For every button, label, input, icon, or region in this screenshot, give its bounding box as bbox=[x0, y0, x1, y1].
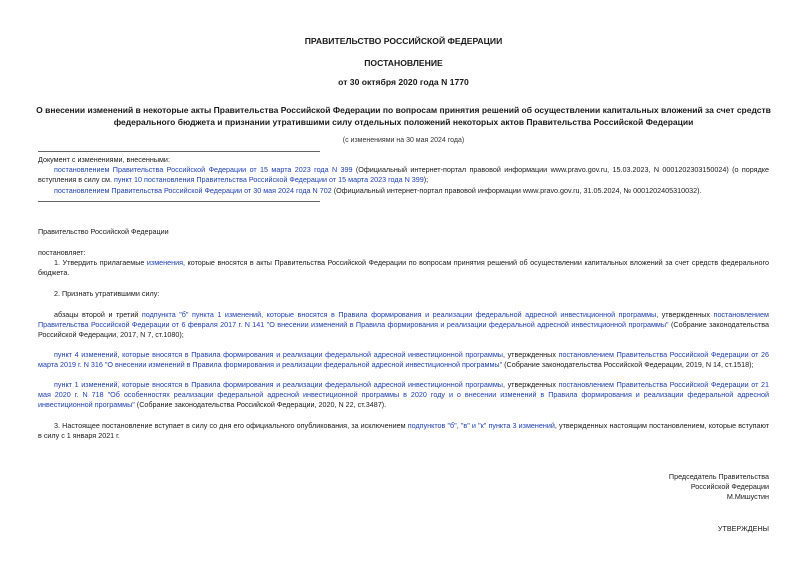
resolves: постановляет: bbox=[38, 248, 86, 257]
paragraph-4: пункт 4 изменений, которые вносятся в Правила формирования и реализации федеральной адресной инвестиционной программы, утвержденных постановлением Правительства Российской Федерации от 26 марта 2019 г. N 316 "О внесении изменений в Правила формирования и реализации федеральной адресной инвестиционной программы" (Собрание законодательства Российской Федерации, 2019, N 14, ст.1518); bbox=[38, 350, 770, 369]
signature-line-3: М.Мишустин bbox=[726, 492, 769, 501]
link-316-clause[interactable]: пункт 4 изменений, которые вносятся в Правила формирования и реализации федеральной адресной инвестиционной программы bbox=[54, 350, 503, 359]
changes-item-1: постановлением Правительства Российской Федерации от 15 марта 2023 года N 399 (Официальный интернет-портал правовой информации www.pravo.gov.ru, 15.03.2023, N 0001202303150024) (о порядке вступления в силу см. пункт 10 постановления Правительства Российской Федерации от 15 марта 2023 года N 399); bbox=[38, 165, 769, 184]
link-subclauses-3[interactable]: подпунктов "б", "в" и "к" пункта 3 изменений bbox=[407, 421, 555, 430]
paragraph-1: 1. Утвердить прилагаемые изменения, которые вносятся в акты Правительства Российской Федерации по вопросам принятия решений об осуществлении капитальных вложений за счет средств федерального бюджета. bbox=[38, 258, 769, 277]
edition-note: (с изменениями на 30 мая 2024 года) bbox=[342, 137, 465, 144]
signature-block bbox=[669, 472, 769, 502]
top-divider bbox=[38, 151, 320, 152]
change-link-702[interactable]: постановлением Правительства Российской Федерации от 30 мая 2024 года N 702 bbox=[54, 186, 332, 195]
paragraph-5: пункт 1 изменений, которые вносятся в Правила формирования и реализации федеральной адресной инвестиционной программы, утвержденных постановлением Правительства Российской Федерации от 21 мая 2020 г. N 718 "Об особенностях реализации федеральной адресной инвестиционной программы в 2020 году и о внесении изменений в Правила формирования и реализации федеральной адресной инвестиционной программы" (Собрание законодательства Российской Федерации, 2020, N 22, ст.3487). bbox=[38, 380, 770, 409]
change-link-399[interactable]: постановлением Правительства Российской Федерации от 15 марта 2023 года N 399 bbox=[54, 165, 353, 174]
signature-line-1: Председатель Правительства bbox=[668, 472, 769, 481]
link-718-clause[interactable]: пункт 1 изменений, которые вносятся в Правила формирования и реализации федеральной адресной инвестиционной программы bbox=[54, 380, 503, 389]
paragraph-2: 2. Признать утратившими силу: bbox=[54, 289, 160, 298]
approved-label: УТВЕРЖДЕНЫ bbox=[717, 524, 769, 533]
change-link-399-p10[interactable]: пункт 10 постановления Правительства Российской Федерации от 15 марта 2023 года N 399 bbox=[114, 175, 424, 184]
link-141-subclause[interactable]: подпункта "б" пункта 1 изменений, которые вносятся в Правила формирования и реализации федеральной адресной инвестиционной программы bbox=[141, 310, 657, 319]
changes-link[interactable]: изменения bbox=[146, 258, 183, 267]
changes-intro: Документ с изменениями, внесенными: bbox=[38, 155, 170, 164]
issuer: Правительство Российской Федерации bbox=[38, 227, 169, 236]
government-heading: ПРАВИТЕЛЬСТВО РОССИЙСКОЙ ФЕДЕРАЦИИ bbox=[304, 36, 503, 46]
document-title: О внесении изменений в некоторые акты Правительства Российской Федерации по вопросам принятия решений об осуществлении капитальных вложений за счет средств федерального бюджета и признании утратившими силу отдельных положений некоторых актов Правительства Российской Федерации bbox=[36, 105, 771, 127]
doc-type-heading: ПОСТАНОВЛЕНИЕ bbox=[364, 58, 443, 68]
doc-date-heading: от 30 октября 2020 года N 1770 bbox=[338, 77, 469, 87]
link-718[interactable]: постановлением Правительства Российской Федерации от 21 мая 2020 г. N 718 "Об особенностях реализации федеральной адресной инвестиционной программы в 2020 году и о внесении изменений в Правила формирования и реализации федеральной адресной инвестиционной программы" bbox=[38, 380, 770, 409]
changes-item-2: постановлением Правительства Российской Федерации от 30 мая 2024 года N 702 (Официальный интернет-портал правовой информации www.pravo.gov.ru, 31.05.2024, № 0001202405310032). bbox=[54, 186, 702, 195]
paragraph-3: абзацы второй и третий подпункта "б" пункта 1 изменений, которые вносятся в Правила формирования и реализации федеральной адресной инвестиционной программы, утвержденных постановлением Правительства Российской Федерации от 6 февраля 2017 г. N 141 "О внесении изменений в Правила формирования и реализации федеральной адресной инвестиционной программы" (Собрание законодательства Российской Федерации, 2017, N 7, ст.1080); bbox=[38, 310, 769, 339]
paragraph-6: 3. Настоящее постановление вступает в силу со дня его официального опубликования, за исключением подпунктов "б", "в" и "к" пункта 3 изменений, утвержденных настоящим постановлением, которые вступают в силу с 1 января 2021 г. bbox=[38, 421, 769, 440]
bottom-divider bbox=[38, 201, 320, 202]
link-316[interactable]: постановлением Правительства Российской Федерации от 26 марта 2019 г. N 316 "О внесении изменений в Правила формирования и реализации федеральной адресной инвестиционной программы" bbox=[38, 350, 770, 369]
signature-line-2: Российской Федерации bbox=[690, 482, 769, 491]
link-141[interactable]: постановлением Правительства Российской Федерации от 6 февраля 2017 г. N 141 "О внесении изменений в Правила формирования и реализации федеральной адресной инвестиционной программы" bbox=[38, 310, 769, 329]
